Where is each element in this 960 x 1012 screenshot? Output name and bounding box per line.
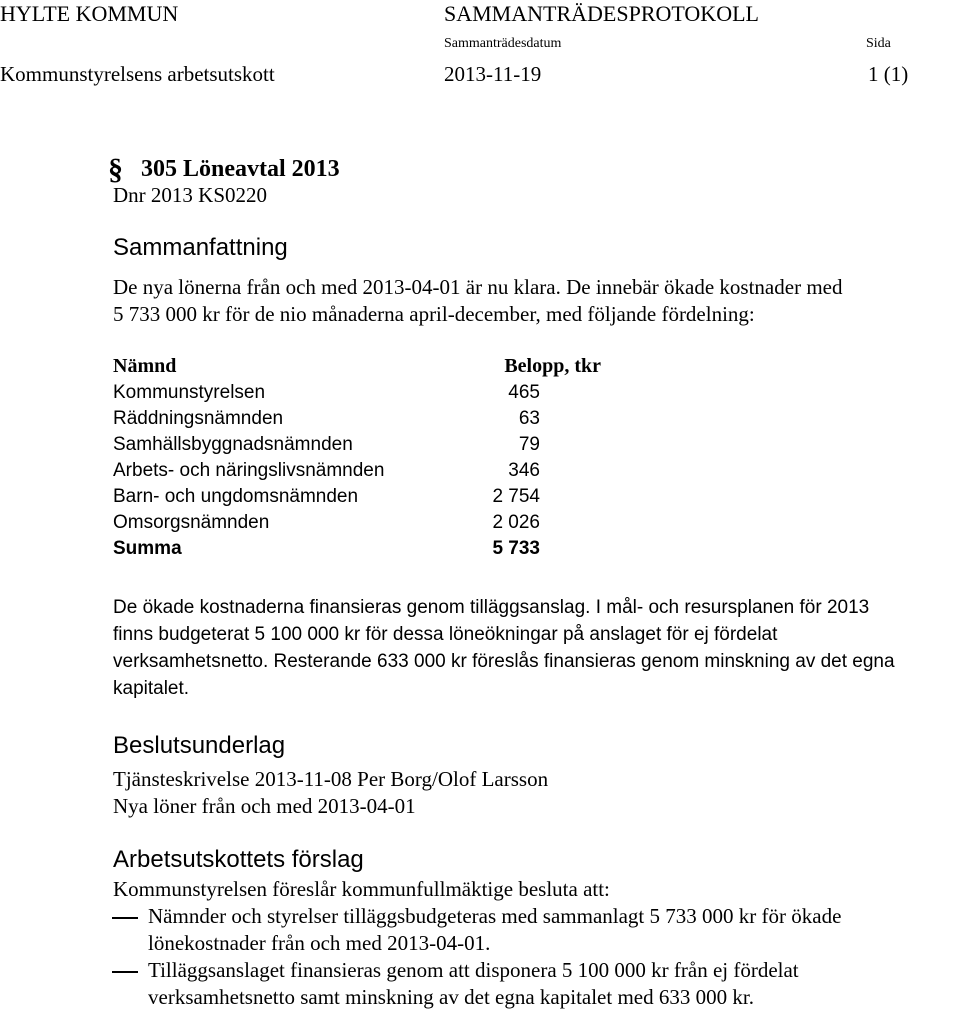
row-board-name: Kommunstyrelsen xyxy=(113,382,266,403)
row-board-name: Samhällsbyggnadsnämnden xyxy=(113,434,353,455)
basis-line-1: Tjänsteskrivelse 2013-11-08 Per Borg/Olof Larsson xyxy=(113,767,549,791)
table-row xyxy=(113,512,603,538)
column-header-board: Nämnd xyxy=(113,355,177,377)
financing-line-2: finns budgeterat 5 100 000 kr för dessa löneökningar på anslaget för ej fördelat xyxy=(113,624,778,645)
financing-line-3: verksamhetsnetto. Resterande 633 000 kr föreslås finansieras genom minskning av det egna xyxy=(113,651,895,672)
table-header xyxy=(113,355,603,381)
summary-line-1: De nya lönerna från och med 2013-04-01 är nu klara. De innebär ökade kostnader med xyxy=(113,275,843,299)
table-sum-row xyxy=(113,538,603,564)
summary-heading: Sammanfattning xyxy=(113,234,288,261)
row-board-name: Omsorgsnämnden xyxy=(113,512,270,533)
item-title-block xyxy=(108,150,340,184)
table-row xyxy=(113,382,603,408)
bullet-dash-icon xyxy=(112,971,138,973)
proposal-bullet-1-line-2: lönekostnader från och med 2013-04-01. xyxy=(148,931,491,955)
item-title: 305 Löneavtal 2013 xyxy=(141,156,340,182)
meeting-date: 2013-11-19 xyxy=(444,62,542,86)
summary-line-2: 5 733 000 kr för de nio månaderna april-december, med följande fördelning: xyxy=(113,302,755,326)
municipality-name: HYLTE KOMMUN xyxy=(0,1,179,26)
financing-line-1: De ökade kostnaderna finansieras genom tilläggsanslag. I mål- och resursplanen för 2013 xyxy=(113,597,870,618)
sum-amount: 5 733 xyxy=(492,538,540,559)
proposal-heading: Arbetsutskottets förslag xyxy=(113,846,364,873)
table-row xyxy=(113,460,603,486)
meeting-date-label: Sammanträdesdatum xyxy=(444,36,562,51)
row-board-name: Räddningsnämnden xyxy=(113,408,284,429)
row-amount: 2 754 xyxy=(492,486,540,507)
proposal-bullet-2-line-2: verksamhetsnetto samt minskning av det egna kapitalet med 633 000 kr. xyxy=(148,985,754,1009)
section-sign: § xyxy=(108,153,123,186)
table-row xyxy=(113,408,603,434)
committee-name: Kommunstyrelsens arbetsutskott xyxy=(0,62,275,86)
row-amount: 79 xyxy=(518,434,540,455)
row-amount: 2 026 xyxy=(492,512,540,533)
basis-line-2: Nya löner från och med 2013-04-01 xyxy=(113,794,416,818)
proposal-bullet-1-line-1: Nämnder och styrelser tilläggsbudgeteras med sammanlagt 5 733 000 kr för ökade xyxy=(148,904,842,928)
row-amount: 465 xyxy=(508,382,540,403)
bullet-dash-icon xyxy=(112,917,138,919)
table-row xyxy=(113,486,603,512)
column-header-amount: Belopp, tkr xyxy=(504,355,601,377)
financing-line-4: kapitalet. xyxy=(113,678,190,699)
diary-number: Dnr 2013 KS0220 xyxy=(113,183,268,207)
document-type: SAMMANTRÄDESPROTOKOLL xyxy=(444,1,759,26)
row-amount: 346 xyxy=(508,460,540,481)
table-row xyxy=(113,434,603,460)
row-amount: 63 xyxy=(518,408,540,429)
row-board-name: Barn- och ungdomsnämnden xyxy=(113,486,359,507)
page-number: 1 (1) xyxy=(868,62,909,86)
basis-heading: Beslutsunderlag xyxy=(113,732,286,759)
page-label: Sida xyxy=(866,36,891,51)
sum-label: Summa xyxy=(113,538,182,559)
proposal-bullet-2-line-1: Tilläggsanslaget finansieras genom att disponera 5 100 000 kr från ej fördelat xyxy=(148,958,799,982)
row-board-name: Arbets- och näringslivsnämnden xyxy=(113,460,385,481)
proposal-intro: Kommunstyrelsen föreslår kommunfullmäktige besluta att: xyxy=(113,877,610,901)
